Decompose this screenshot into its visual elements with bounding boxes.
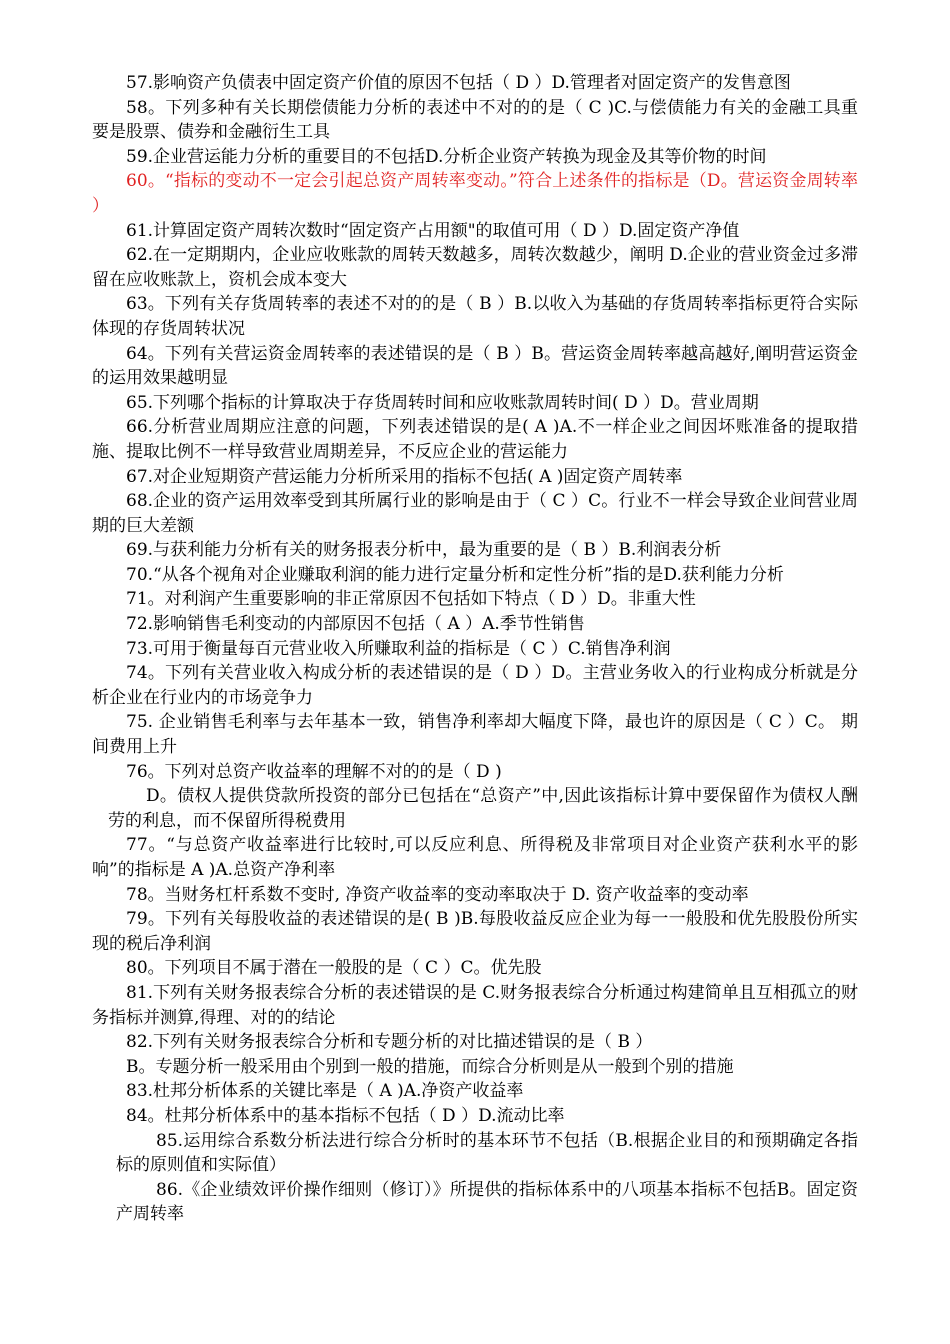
question-73: 73.可用于衡量每百元营业收入所赚取利益的指标是（ C ）C.销售净利润 xyxy=(126,638,671,659)
question-62: 62.在一定期期内，企业应收账款的周转天数越多，周转次数越少，阐明 D.企业的营业资金过多滞留在应收账款上，资机会成本变大 xyxy=(92,245,858,290)
question-86: 86.《企业绩效评价操作细则（修订）》所提供的指标体系中的八项基本指标不包括B。固定资产周转率 xyxy=(116,1179,858,1225)
question-64: 64。下列有关营运资金周转率的表述错误的是（ B ）B。营运资金周转率越高越好,阐明营运资金的运用效果越明显 xyxy=(92,343,858,389)
question-81: 81.下列有关财务报表综合分析的表述错误的是 C.财务报表综合分析通过构建简单且互相孤立的财务指标并测算,得理、对的的结论 xyxy=(92,982,858,1028)
question-59: 59.企业营运能力分析的重要目的不包括D.分析企业资产转换为现金及其等价物的时间 xyxy=(126,146,767,167)
question-58: 58。下列多种有关长期偿债能力分析的表述中不对的的是（ C )C.与偿债能力有关的金融工具重要是股票、债券和金融衍生工具 xyxy=(92,97,858,143)
question-77: 77。“与总资产收益率进行比较时,可以反应利息、所得税及非常项目对企业资产获利水平的影响”的指标是 A )A.总资产净利率 xyxy=(92,835,858,880)
question-74: 74。下列有关营业收入构成分析的表述错误的是（ D ）D。主营业务收入的行业构成分析就是分析企业在行业内的市场竞争力 xyxy=(92,663,858,708)
question-71: 71。对利润产生重要影响的非正常原因不包括如下特点（ D ）D。非重大性 xyxy=(126,589,696,610)
question-76: 76。下列对总资产收益率的理解不对的的是（ D ) xyxy=(126,761,502,782)
question-75: 75. 企业销售毛利率与去年基本一致，销售净利率却大幅度下降，最也许的原因是（ C ）C。 期间费用上升 xyxy=(92,712,858,758)
question-57: 57.影响资产负债表中固定资产价值的原因不包括（ D ）D.管理者对固定资产的发售意图 xyxy=(126,73,791,93)
question-69: 69.与获利能力分析有关的财务报表分析中，最为重要的是（ B ）B.利润表分析 xyxy=(126,540,722,561)
question-72: 72.影响销售毛利变动的内部原因不包括（ A ）A.季节性销售 xyxy=(126,614,585,635)
question-67: 67.对企业短期资产营运能力分析所采用的指标不包括( A )固定资产周转率 xyxy=(126,466,683,487)
question-82: 82.下列有关财务报表综合分析和专题分析的对比描述错误的是（ B ） xyxy=(126,1032,653,1053)
question-78: 78。当财务杠杆系数不变时, 净资产收益率的变动率取决于 D. 资产收益率的变动率 xyxy=(126,884,749,905)
question-84: 84。杜邦分析体系中的基本指标不包括（ D ）D.流动比率 xyxy=(126,1105,565,1126)
question-60: 60。“指标的变动不一定会引起总资产周转率变动。”符合上述条件的指标是（D。营运资金周转率 ） xyxy=(92,171,858,216)
question-61: 61.计算固定资产周转次数时“固定资产占用额"的取值可用（ D ）D.固定资产净值 xyxy=(126,220,740,241)
question-68: 68.企业的资产运用效率受到其所属行业的影响是由于（ C ）C。行业不一样会导致企业间营业周期的巨大差额 xyxy=(92,491,858,536)
question-85: 85.运用综合系数分析法进行综合分析时的基本环节不包括（B.根据企业目的和预期确定各指标的原则值和实际值） xyxy=(116,1130,858,1176)
question-63: 63。下列有关存货周转率的表述不对的的是（ B ）B.以收入为基础的存货周转率指标更符合实际体现的存货周转状况 xyxy=(92,294,858,339)
question-83: 83.杜邦分析体系的关键比率是（ A )A.净资产收益率 xyxy=(126,1081,524,1102)
question-66: 66.分析营业周期应注意的问题，下列表述错误的是( A )A.不一样企业之间因坏账准备的提取措施、提取比例不一样导致营业周期差异，不反应企业的营运能力 xyxy=(92,417,858,462)
question-70: 70.“从各个视角对企业赚取利润的能力进行定量分析和定性分析”指的是D.获利能力分析 xyxy=(126,564,784,585)
answer-76: D。债权人提供贷款所投资的部分已包括在“总资产”中,因此该指标计算中要保留作为债权人酬劳的利息，而不保留所得税费用 xyxy=(108,786,858,831)
answer-82: B。专题分析一般采用由个别到一般的措施，而综合分析则是从一般到个别的措施 xyxy=(126,1056,734,1077)
question-80: 80。下列项目不属于潜在一般股的是（ C ）C。优先股 xyxy=(126,958,542,979)
question-79: 79。下列有关每股收益的表述错误的是( B )B.每股收益反应企业为每一一般股和优先股股份所实现的税后净利润 xyxy=(92,909,858,954)
question-65: 65.下列哪个指标的计算取决于存货周转时间和应收账款周转时间( D ）D。营业周期 xyxy=(126,392,759,413)
